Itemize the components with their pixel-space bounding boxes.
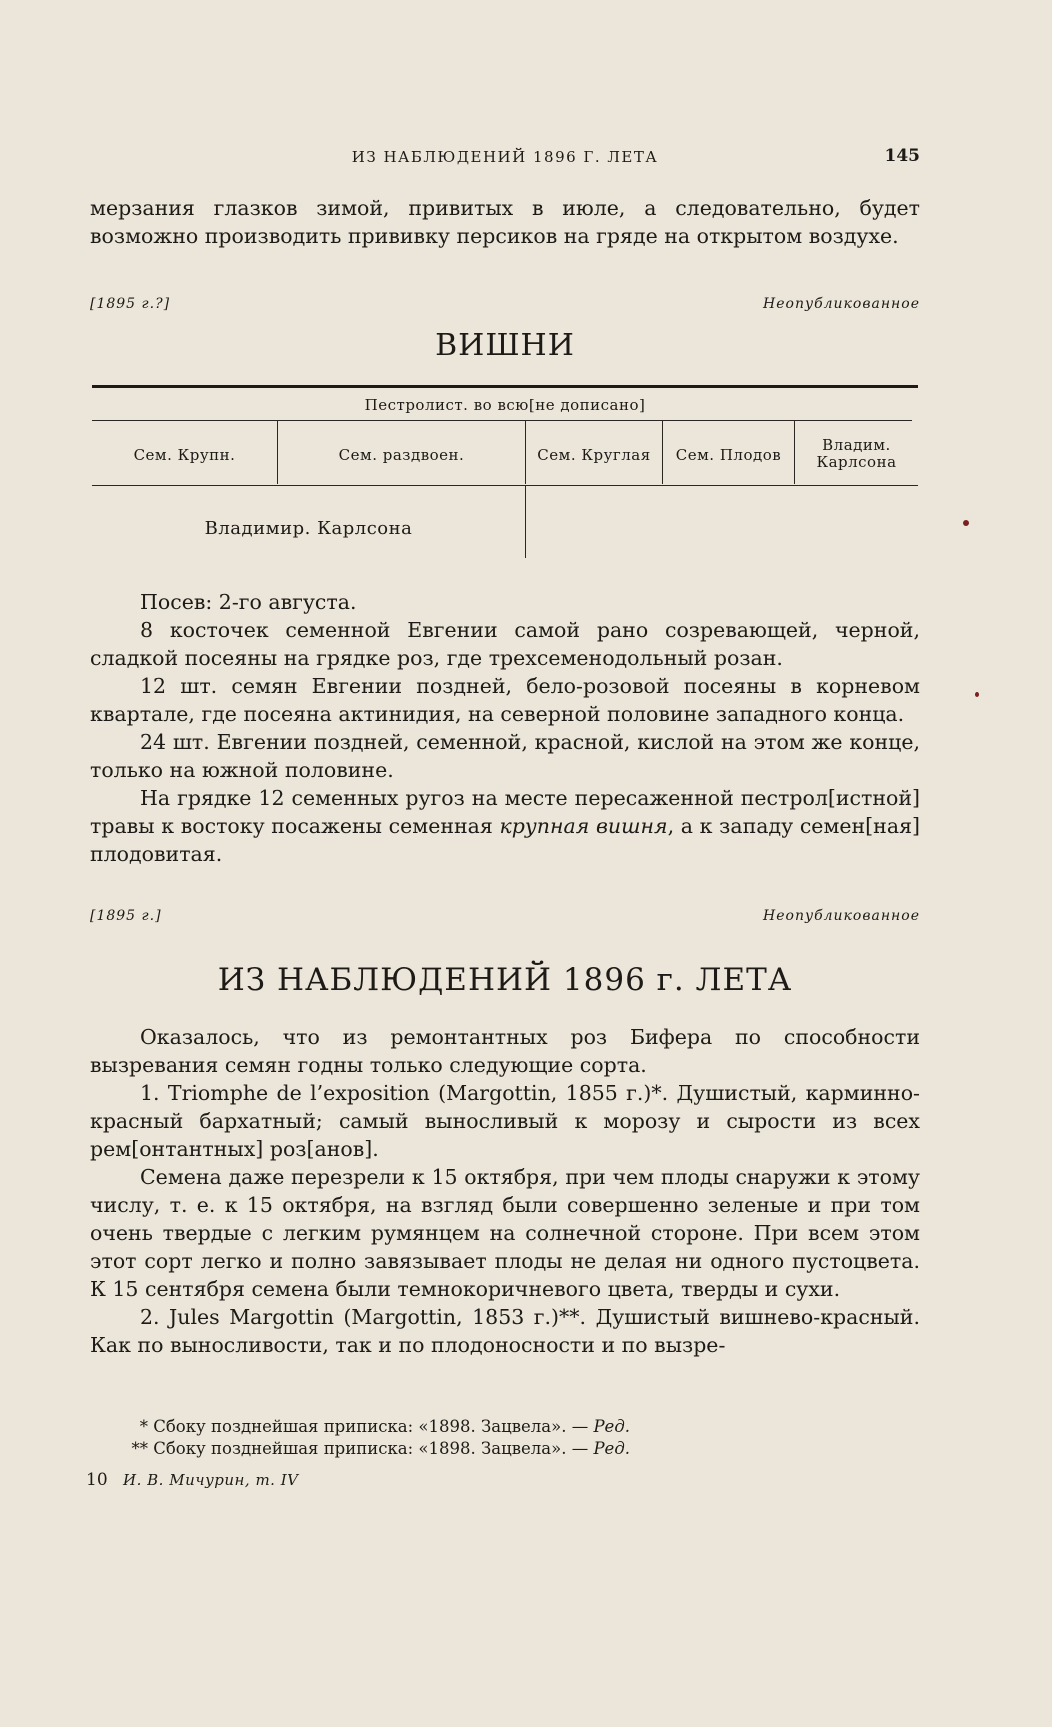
- page-number: 145: [884, 146, 920, 166]
- section1-title: ВИШНИ: [435, 328, 575, 363]
- section2-body: [90, 1023, 920, 1359]
- table-col-header: Сем. Круглая: [537, 446, 651, 464]
- intro-text: мерзания глазков зимой, привитых в июле, а следовательно, будет возможно производить прививку персиков на гряде на открытом воздухе.: [90, 196, 920, 248]
- section2-paragraph: 1. Triomphe de l’exposition (Margottin, 1855 г.)*. Душистый, карминно-красный бархатный; самый выносливый к морозу и сырости из всех рем[онтантных] роз[анов].: [90, 1081, 920, 1161]
- footnote-text: Сбоку позднейшая приписка: «1898. Зацвела». —: [153, 1439, 594, 1458]
- running-head: ИЗ НАБЛЮДЕНИЙ 1896 Г. ЛЕТА: [351, 148, 659, 166]
- margin-mark: [963, 520, 969, 526]
- footnote: [118, 1416, 630, 1437]
- table-col-header: Сем. Крупн.: [133, 446, 236, 464]
- table-rule: [92, 485, 918, 486]
- section1-date: [1895 г.?]: [90, 296, 171, 312]
- section2-paragraph: Семена даже перезрели к 15 октября, при чем плоды снаружи к этому числу, т. е. к 15 октября, на взгляд были совершенно зеленые и при том очень твердые с легким румянцем на солнечной стороне. При всем этом этот сорт легко и полно завязывает плоды не делая ни одного пустоцвета. К 15 сентября семена были темнокоричневого цвета, тверды и сухи.: [90, 1165, 920, 1301]
- table-col-header-line: Карлсона: [816, 453, 897, 471]
- section2-status: Неопубликованное: [763, 908, 920, 924]
- section2-paragraph: 2. Jules Margottin (Margottin, 1853 г.)**. Душистый вишнево-красный. Как по выносливости, так и по плодоносности и по вызре-: [90, 1305, 920, 1357]
- signature-line: [86, 1470, 298, 1490]
- table-top-header: Пестролист. во всю[не дописано]: [364, 396, 646, 414]
- table-top-rule: [92, 385, 918, 388]
- table-rule: [92, 420, 912, 421]
- table-col-header-two-line: [795, 437, 918, 471]
- signature-text: И. В. Мичурин, т. IV: [123, 1471, 299, 1489]
- section1-paragraph: 8 косточек семенной Евгении самой рано созревающей, черной, сладкой посеяны на грядке роз, где трехсеменодольный розан.: [90, 618, 920, 670]
- section2-title: ИЗ НАБЛЮДЕНИЙ 1896 г. ЛЕТА: [217, 962, 793, 998]
- footnote-mark: **: [131, 1439, 148, 1458]
- footnote-text: Сбоку позднейшая приписка: «1898. Зацвела». —: [153, 1417, 594, 1436]
- section1-paragraph: Посев: 2-го августа.: [140, 590, 357, 614]
- intro-paragraph: [90, 194, 920, 250]
- italic-run: крупная вишня: [499, 814, 668, 838]
- table-col-header-line: Владим.: [822, 436, 891, 454]
- section1-status: Неопубликованное: [763, 296, 920, 312]
- text-run: , а к западу семен[ная] плодовитая.: [90, 814, 920, 866]
- text-run: На грядке 12 семенных ругоз на месте пересаженной пестрол[истной] травы к востоку посажены семенная: [90, 786, 920, 838]
- table-col-divider: [525, 486, 526, 558]
- section1-paragraph: 24 шт. Евгении поздней, семенной, красной, кислой на этом же конце, только на южной половине.: [90, 730, 920, 782]
- margin-mark: [975, 692, 979, 697]
- footnote: [118, 1438, 630, 1459]
- footnote-editor: Ред.: [593, 1417, 631, 1436]
- table-col-header: Сем. раздвоен.: [338, 446, 465, 464]
- section1-body: [90, 588, 920, 868]
- section1-paragraph-last: [90, 784, 920, 868]
- section1-paragraph: 12 шт. семян Евгении поздней, бело-розовой посеяны в корневом квартале, где посеяна актинидия, на северной половине западного конца.: [90, 674, 920, 726]
- table-row-cell: Владимир. Карлсона: [204, 518, 413, 539]
- sheet-number: 10: [86, 1470, 108, 1490]
- table-col-header: Сем. Плодов: [675, 446, 782, 464]
- footnote-mark: *: [139, 1417, 148, 1436]
- section2-date: [1895 г.]: [90, 908, 162, 924]
- footnote-editor: Ред.: [593, 1439, 631, 1458]
- section2-paragraph: Оказалось, что из ремонтантных роз Бифера по способности вызревания семян годны только следующие сорта.: [90, 1025, 920, 1077]
